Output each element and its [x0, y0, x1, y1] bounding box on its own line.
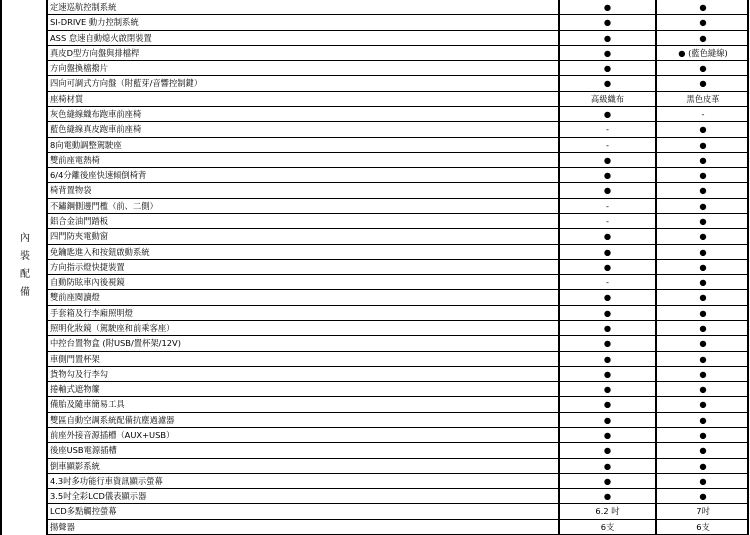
- spec-label: 座椅材質: [50, 93, 84, 104]
- spec-value-fabric: -: [606, 200, 609, 211]
- spec-label: 鋁合金油門踏板: [50, 216, 109, 226]
- spec-value-leather: ●: [699, 353, 707, 364]
- spec-label: 3.5吋全彩LCD儀表顯示器: [50, 491, 147, 502]
- spec-row: [48, 275, 748, 290]
- spec-label: 不鏽鋼側邊門檻（前、二側）: [50, 200, 158, 211]
- spec-value-leather: ●: [699, 32, 707, 43]
- spec-value-leather: ●: [699, 200, 707, 211]
- spec-value-fabric: 6支: [600, 521, 615, 532]
- spec-row: [48, 504, 748, 519]
- spec-value-leather: ●: [699, 292, 707, 303]
- spec-row: [48, 474, 748, 489]
- spec-value-fabric: ●: [603, 292, 612, 303]
- spec-label: LCD多點觸控螢幕: [50, 506, 117, 517]
- spec-value-leather: ●: [699, 430, 707, 440]
- spec-label: 定速巡航控制系統: [50, 2, 117, 12]
- spec-label: 後座USB電源插槽: [50, 445, 117, 456]
- spec-value-fabric: ●: [603, 368, 612, 379]
- border-left: [0, 0, 2, 535]
- spec-row: [48, 306, 748, 321]
- spec-value-leather: ●: [699, 399, 707, 410]
- spec-value-leather: ●: [699, 170, 707, 181]
- spec-value-fabric: ●: [603, 261, 612, 272]
- spec-value-fabric: ●: [603, 170, 612, 181]
- spec-value-fabric: ●: [603, 32, 612, 43]
- spec-value-leather: ●: [699, 338, 707, 349]
- spec-value-leather: 6支: [696, 521, 710, 532]
- spec-row: [48, 138, 748, 153]
- spec-value-leather: ●: [699, 63, 707, 74]
- spec-row: [48, 31, 748, 46]
- spec-value-leather: ●: [699, 368, 707, 379]
- category-cell: [0, 0, 46, 535]
- spec-row: [48, 260, 748, 275]
- spec-label: 4.3吋多功能行車資訊顯示螢幕: [50, 475, 163, 486]
- spec-value-leather: 7吋: [696, 506, 710, 517]
- spec-row: [48, 459, 748, 474]
- spec-label: 藍色縫線真皮跑車前座椅: [50, 124, 142, 135]
- spec-row: [48, 321, 748, 336]
- spec-label: 雙前座閱讀燈: [50, 292, 100, 303]
- spec-value-fabric: ●: [603, 353, 612, 364]
- spec-value-leather: ●: [699, 261, 707, 272]
- spec-value-leather: ●: [699, 231, 707, 242]
- spec-value-fabric: 6.2 吋: [595, 506, 620, 517]
- spec-row: [48, 168, 748, 183]
- spec-row: [48, 183, 748, 198]
- spec-label: 貨物勾及行李勾: [50, 368, 109, 379]
- spec-value-leather: ●: [699, 307, 707, 318]
- spec-label: 方向盤換檔撥片: [50, 63, 109, 74]
- spec-label: 備胎及隨車簡易工具: [50, 399, 125, 410]
- spec-value-fabric: ●: [603, 154, 612, 165]
- spec-row: [48, 413, 748, 428]
- spec-label: 自動防眩車內後視鏡: [50, 277, 125, 288]
- spec-row: [48, 61, 748, 76]
- spec-row: [48, 46, 748, 61]
- spec-label: 雙前座電熱椅: [50, 154, 100, 165]
- spec-row: [48, 352, 748, 367]
- spec-row: [48, 153, 748, 168]
- spec-label: 灰色縫線織布跑車前座椅: [50, 109, 142, 119]
- spec-row: [48, 199, 748, 214]
- spec-label: 8向電動調整駕駛座: [50, 139, 122, 150]
- spec-row: [48, 367, 748, 382]
- spec-label: 雙區自動空調系統配備抗塵過濾器: [50, 414, 175, 425]
- spec-row: [48, 489, 748, 504]
- spec-value-fabric: ●: [603, 307, 612, 318]
- spec-value-leather: ●: [699, 78, 707, 89]
- spec-row: [48, 336, 748, 351]
- spec-value-leather: ●: [699, 2, 707, 12]
- spec-value-leather: ●: [699, 277, 707, 288]
- spec-value-fabric: ●: [603, 338, 612, 349]
- spec-value-fabric: ●: [603, 231, 612, 242]
- spec-value-fabric: ●: [603, 414, 612, 425]
- spec-value-leather: -: [701, 109, 705, 119]
- spec-value-leather: ●: [699, 154, 707, 165]
- spec-row: [48, 92, 748, 107]
- spec-label: 四向可調式方向盤（附藍芽/音響控制鍵）: [50, 78, 203, 89]
- spec-value-fabric: -: [606, 139, 609, 150]
- spec-value-fabric: ●: [603, 323, 612, 333]
- spec-row: [48, 76, 748, 91]
- spec-row: [48, 245, 748, 260]
- spec-value-leather: ●: [699, 216, 707, 226]
- spec-row: [48, 15, 748, 30]
- spec-row: [48, 428, 748, 443]
- spec-row: [48, 229, 748, 244]
- spec-row: [48, 122, 748, 137]
- spec-value-leather: ●: [699, 460, 707, 471]
- spec-label: 手套箱及行李廂照明燈: [50, 307, 133, 318]
- spec-value-leather: ●: [699, 124, 707, 135]
- spec-value-fabric: ●: [603, 460, 612, 471]
- spec-value-leather: ●: [699, 17, 707, 28]
- spec-label: 方向指示燈快捷裝置: [50, 261, 125, 272]
- spec-value-leather: ●: [699, 445, 707, 456]
- spec-label: 6/4分離後座快速傾倒椅背: [50, 170, 147, 181]
- spec-row: [48, 397, 748, 412]
- spec-value-leather: ●: [699, 414, 707, 425]
- category-label: 內裝配備: [17, 231, 29, 304]
- spec-value-fabric: ●: [603, 445, 612, 456]
- spec-value-fabric: ●: [603, 78, 612, 89]
- spec-value-fabric: ●: [603, 475, 612, 486]
- spec-value-leather: ● (藍色縫線): [678, 47, 728, 58]
- spec-value-fabric: ●: [603, 185, 612, 196]
- spec-value-leather: ●: [699, 139, 707, 150]
- spec-label: 捲軸式遮物簾: [50, 384, 100, 395]
- spec-value-leather: 黑色皮革: [686, 93, 720, 104]
- spec-value-fabric: ●: [603, 384, 612, 395]
- spec-value-leather: ●: [699, 246, 707, 257]
- spec-row: [48, 214, 748, 229]
- spec-label: 四門防夾電動窗: [50, 231, 109, 242]
- spec-value-leather: ●: [699, 491, 707, 502]
- spec-value-fabric: ●: [603, 430, 612, 440]
- spec-label: 免鑰匙進入和按鈕啟動系統: [50, 246, 150, 257]
- spec-row: [48, 520, 748, 535]
- spec-value-fabric: -: [606, 124, 609, 135]
- spec-value-leather: ●: [699, 185, 707, 196]
- spec-value-fabric: ●: [603, 399, 612, 410]
- spec-value-leather: ●: [699, 475, 707, 486]
- spec-value-fabric: -: [606, 277, 609, 288]
- spec-value-fabric: ●: [603, 246, 612, 257]
- spec-value-fabric: ●: [603, 491, 612, 502]
- spec-row: [48, 382, 748, 397]
- spec-label: 真皮D型方向盤與排檔桿: [50, 47, 140, 58]
- spec-value-fabric: ●: [603, 17, 612, 28]
- spec-label: ASS 怠速自動熄火啟閉裝置: [50, 32, 152, 43]
- spec-label: 照明化妝鏡（駕駛座和前乘客座）: [50, 323, 175, 333]
- spec-value-fabric: ●: [603, 63, 612, 74]
- spec-label: 椅背置物袋: [50, 185, 92, 196]
- spec-row: [48, 107, 748, 122]
- spec-value-fabric: -: [606, 216, 609, 226]
- spec-row: [48, 443, 748, 458]
- spec-label: 前座外接音源插槽（AUX+USB）: [50, 430, 175, 440]
- spec-label: 中控台置物盒 (附USB/置杯架/12V): [50, 338, 181, 349]
- spec-label: 車側門置杯架: [50, 353, 100, 364]
- spec-row: [48, 290, 748, 305]
- spec-label: 揚聲器: [50, 521, 75, 532]
- spec-label: SI-DRIVE 動力控制系統: [50, 17, 139, 28]
- spec-value-fabric: ●: [603, 47, 612, 58]
- spec-value-leather: ●: [699, 323, 707, 333]
- spec-value-fabric: 高級織布: [590, 93, 625, 104]
- spec-value-leather: ●: [699, 384, 707, 395]
- spec-value-fabric: ●: [603, 2, 612, 12]
- spec-value-fabric: ●: [603, 109, 612, 119]
- spec-row: [48, 0, 748, 15]
- spec-label: 倒車顯影系統: [50, 460, 100, 471]
